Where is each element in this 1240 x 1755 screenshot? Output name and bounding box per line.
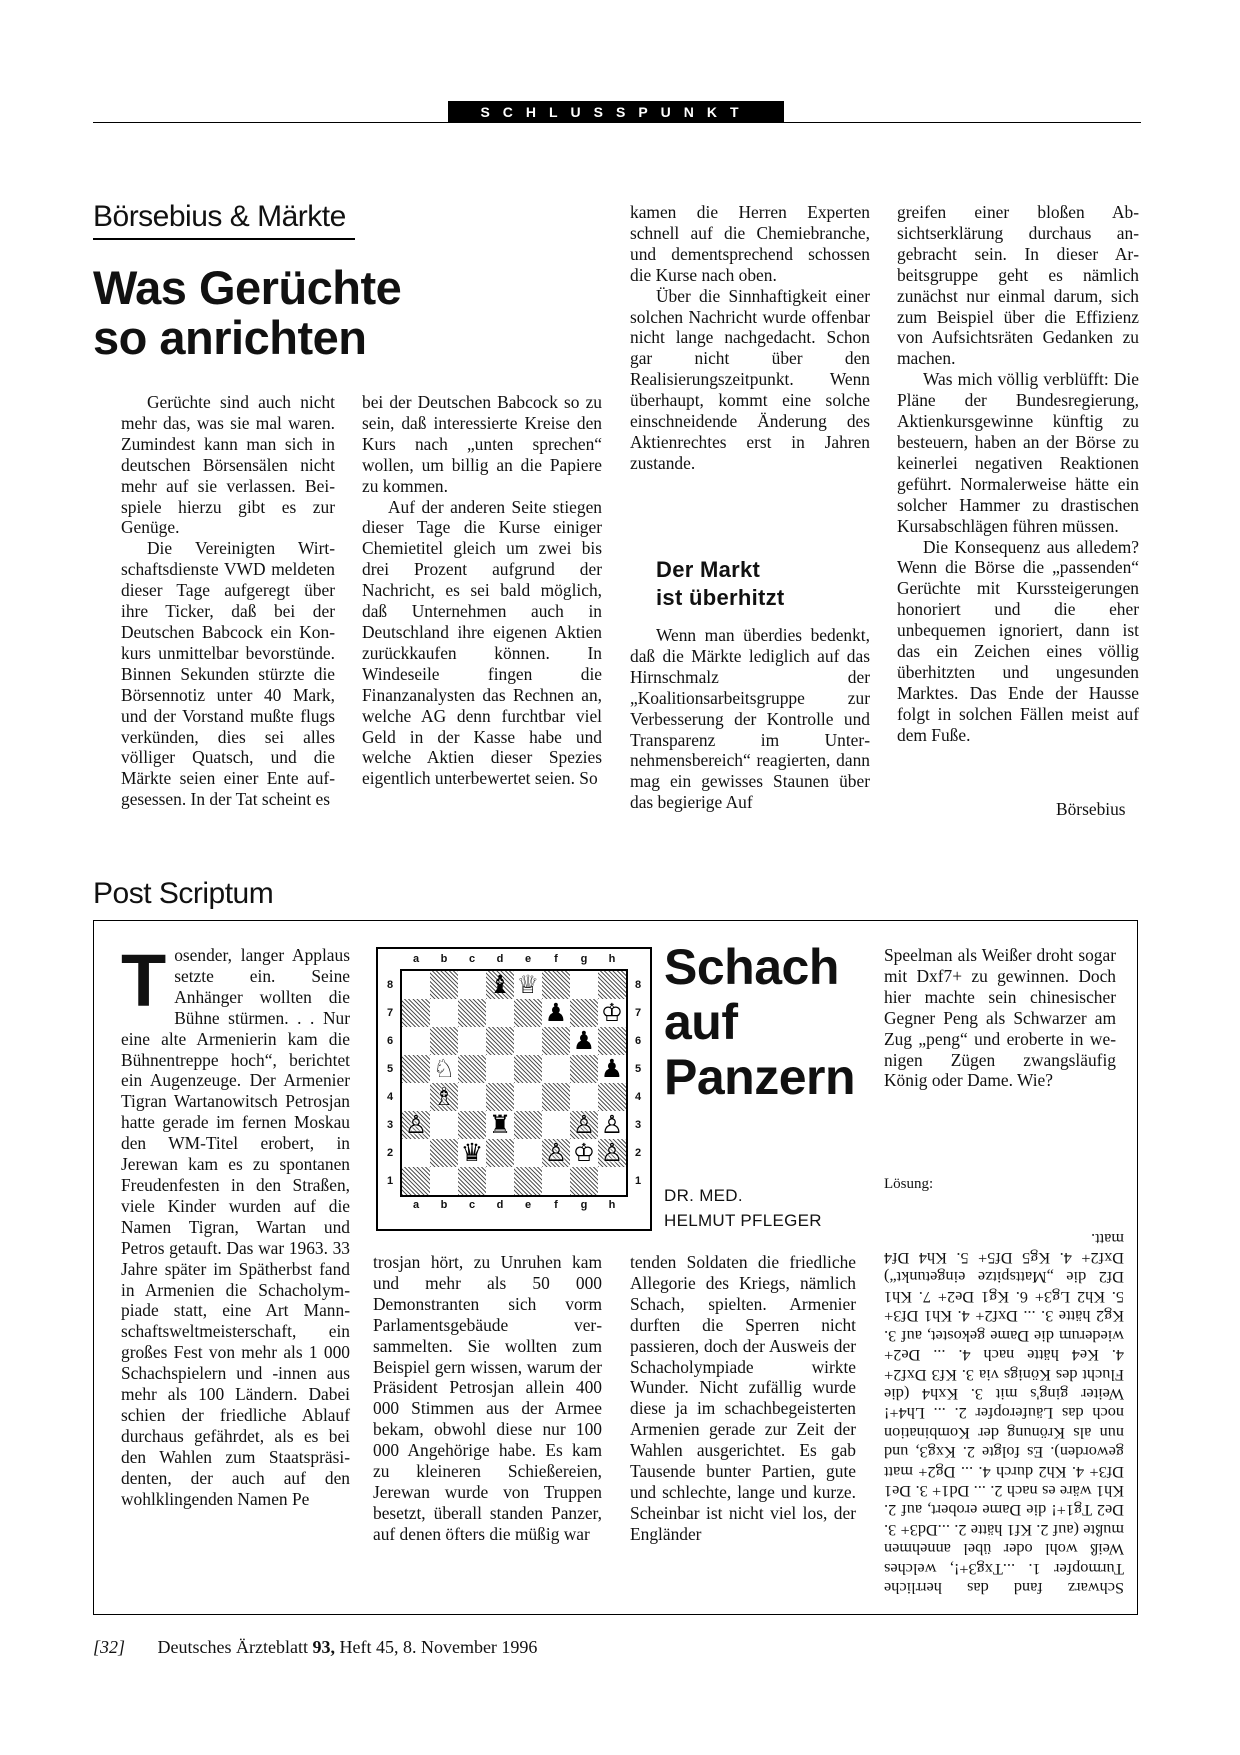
chess-square-a1: [402, 1167, 430, 1195]
article-column-1: [121, 392, 335, 810]
file-label: d: [496, 1199, 504, 1211]
byline: [664, 1183, 822, 1233]
file-label: h: [608, 953, 616, 965]
chess-square-c3: [458, 1111, 486, 1139]
chess-square-b8: [430, 971, 458, 999]
paragraph: greifen einer bloßen Absichtserklärung durchaus angebracht sein. In dieser Arbeitsgruppe geht es nämlich zunächst nur einmal darum, sich zum Beispiel über die Effizienz von Aufsichtsräten Gedanken zu machen.: [897, 202, 1139, 369]
chess-square-a4: [402, 1083, 430, 1111]
chess-square-d5: [486, 1055, 514, 1083]
chess-square-c1: [458, 1167, 486, 1195]
page-number: [32]: [93, 1637, 126, 1657]
article-column-3: [630, 202, 870, 474]
chess-square-g5: [570, 1055, 598, 1083]
chess-square-e1: [514, 1167, 542, 1195]
chess-diagram: [376, 947, 652, 1231]
paragraph: Die Konsequenz aus alledem? Wenn die Börse die „passenden“ Gerüchte mit Kurssteigerungen honoriert und die eher unbequemen ignoriert, dann ist das ein Zeichen eines völlig überhitzten und ungesunden Marktes. Das Ende der Hausse folgt in solchen Fällen meist auf dem Fuße.: [897, 536, 1139, 745]
chess-square-d2: [486, 1139, 514, 1167]
chess-square-h8: [598, 971, 626, 999]
file-label: g: [580, 953, 588, 965]
chess-square-d4: [486, 1083, 514, 1111]
paragraph: Wenn man überdies bedenkt, daß die Märkte lediglich auf das Hirnschmalz der „Koalitionsarbeitsgruppe zur Verbesserung der Kontrolle und Transparenz im Unternehmensbereich“ reagierten, dann mag ein gewisses Staunen über das begierige Auf: [630, 625, 870, 813]
ps-column-4: [884, 945, 1116, 1091]
chess-square-a8: [402, 971, 430, 999]
chess-square-a5: [402, 1055, 430, 1083]
column-title: Post Scriptum: [93, 877, 274, 910]
chess-board: [400, 969, 628, 1197]
chess-square-f1: [542, 1167, 570, 1195]
page-footer: [93, 1637, 537, 1658]
solution-label: Lösung:: [884, 1176, 934, 1192]
white-pawn-f2: ♙: [544, 1138, 568, 1167]
chess-square-b7: [430, 999, 458, 1027]
paragraph: Schwarz fand das herrliche Turmopfer 1. ...Txg3+!, welches Weiß wohl oder übel annehmen mußte (auf 2. Kf1 hätte 2. ...Dd3+ 3. De2 Tg1+! die Dame erobert, auf 2. Kh1 wäre es nach 2. ... Dd1+ 3. De1 Df3+ 4. Kh2 durch 4. ... Dg2+ matt geworden). Es folgte 2. Kxg3, und nun als Krönung der Kombination noch das Läuferopfer 2. ... Lh4+! Weiter ging's mit 3. Kxh4 (die Flucht des Königs via 3. Kf3 Dxf2+ 4. Ke4 hätte nach 4. ... De2+ wiederum die Dame gekostet, auf 3. Kg2 hätte 3. ... Dxf2+ 4. Kh1 Df3+ 5. Kh2 Lg3+ 6. Kg1 De2+ 7. Kh1 Df2 die „Mattspitze eingetunkt“) Dxf2+ 4. Kg5 Df5+ 5. Kh4 Df4 matt.: [884, 1229, 1124, 1598]
article-headline: [93, 263, 453, 363]
article-headline: [664, 940, 874, 1105]
white-king-g2: ♔: [572, 1138, 596, 1167]
chess-square-c8: [458, 971, 486, 999]
file-label: e: [524, 953, 532, 965]
chess-square-b6: [430, 1027, 458, 1055]
headline-line: Was Gerüchte: [93, 261, 402, 314]
black-bishop-d8: ♝: [488, 970, 512, 999]
rank-label: 8: [634, 979, 642, 991]
chess-square-b3: [430, 1111, 458, 1139]
white-pawn-h3: ♙: [600, 1110, 624, 1139]
article-column-4: [897, 202, 1139, 746]
paragraph: tenden Soldaten die friedliche Allegorie des Kriegs, nämlich Schach, spielten. Armenier durften die Sperren nicht passieren, doch der Ausweis der Schacholympiade wirkte Wunder. Nicht zufällig wurde diese ja im schachbegeisterten Armenien gerade zur Zeit der Wahlen ausgerichtet. Es gab Tausende bunter Partien, gute und schlechte, lange und kurze. Scheinbar ist nicht viel los, der Engländer: [630, 1252, 856, 1544]
ps-column-1: [121, 939, 350, 1509]
file-label: h: [608, 1199, 616, 1211]
chess-square-h1: [598, 1167, 626, 1195]
chess-square-d7: [486, 999, 514, 1027]
chess-square-e7: [514, 999, 542, 1027]
file-label: b: [440, 953, 448, 965]
column-title: Börsebius & Märkte: [93, 200, 355, 240]
white-pawn-a3: ♙: [404, 1110, 428, 1139]
chess-square-e3: [514, 1111, 542, 1139]
rank-label: 4: [634, 1091, 642, 1103]
chess-square-f6: [542, 1027, 570, 1055]
volume: 93,: [312, 1637, 335, 1657]
white-pawn-g3: ♙: [572, 1110, 596, 1139]
paragraph: kamen die Herren Experten schnell auf die Chemiebranche, und dementsprechend schossen die Kurse nach oben.: [630, 202, 870, 285]
chess-square-d6: [486, 1027, 514, 1055]
paragraph: bei der Deutschen Babcock so zu sein, daß interessierte Kreise den Kurs nach „unten sprechen“ wollen, um billig an die Papiere zu kommen.: [362, 392, 602, 496]
headline-line: Panzern: [664, 1049, 856, 1105]
chess-square-b2: [430, 1139, 458, 1167]
chess-square-c6: [458, 1027, 486, 1055]
chess-square-g1: [570, 1167, 598, 1195]
chess-square-c5: [458, 1055, 486, 1083]
file-label: g: [580, 1199, 588, 1211]
chess-square-e6: [514, 1027, 542, 1055]
chess-square-c4: [458, 1083, 486, 1111]
section-header-label: SCHLUSSPUNKT: [448, 101, 784, 123]
paragraph: Speelman als Weißer droht sogar mit Dxf7+ zu gewinnen. Doch hier machte sein chinesischer Gegner Peng als Schwarzer am Zug „peng“ und eroberte in wenigen Zügen zwangsläufig König oder Dame. Wie?: [884, 945, 1116, 1091]
chess-square-f5: [542, 1055, 570, 1083]
drop-cap: T: [121, 939, 167, 1022]
chess-square-c7: [458, 999, 486, 1027]
paragraph: Gerüchte sind auch nicht mehr das, was sie mal waren. Zumindest kann man sich in deutschen Börsensälen nicht mehr auf sie verlassen. Beispiele hierzu gibt es zur Genüge.: [121, 392, 335, 538]
subheading-line: ist überhitzt: [656, 585, 785, 610]
publication-name: Deutsches Ärzteblatt: [157, 1637, 308, 1657]
chess-square-b1: [430, 1167, 458, 1195]
ps-column-3: [630, 1252, 856, 1545]
rank-label: 7: [386, 1007, 394, 1019]
solution-upside-down: [884, 1193, 1124, 1598]
white-bishop-b4: ♗: [432, 1082, 456, 1111]
chess-square-e2: [514, 1139, 542, 1167]
chess-square-f4: [542, 1083, 570, 1111]
rank-label: 6: [386, 1035, 394, 1047]
paragraph: trosjan hört, zu Unruhen kam und mehr als 50 000 Demonstranten sich vorm Parlamentsgebäude versammelten. Sie wollten zum Beispiel gern wissen, warum der Präsident Petrosjan allein 400 000 Stimmen aus der Armee bekam, obwohl diese nur 100 000 Angehörige habe. Es kam zu kleineren Schießereien, Jerewan wurde von Truppen besetzt, überall standen Panzer, auf denen öfters die müßig war: [373, 1252, 602, 1544]
article-subheading: [656, 556, 785, 612]
chess-square-g7: [570, 999, 598, 1027]
chess-square-f8: [542, 971, 570, 999]
rank-label: 2: [386, 1147, 394, 1159]
paragraph: osender, langer Applaus setzte ein. Seine Anhänger wollten die Bühne stürmen. . . Nur eine alte Armenierin kam die Bühnentreppe hoch“, berichtet ein Augenzeuge. Der Armenier Tigran Wartanowitsch Petrosjan hatte gerade im fernen Moskau den WM-Titel erobert, in Jerewan kam es zu spontanen Freudenfesten in den Straßen, viele Kinder wurden auf die Namen Tigran, Wartan und Petros getauft. Das war 1963. 33 Jahre später im Spätherbst fand in Armenien die Schacholympiade statt, eine Art Mannschaftsweltmeisterschaft, ein großes Fest von mehr als 1 000 Schachspielern und -innen aus mehr als 100 Ländern. Dabei schien der friedliche Ablauf durchaus gefährdet, als es bei den Wahlen zum Staatspräsidenten, der auch auf den wohlklingenden Namen Pe: [121, 945, 350, 1509]
ps-column-2: [373, 1252, 602, 1545]
rank-label: 6: [634, 1035, 642, 1047]
black-queen-c2: ♛: [460, 1138, 484, 1167]
file-label: c: [468, 1199, 476, 1211]
white-pawn-h2: ♙: [600, 1138, 624, 1167]
chess-square-e5: [514, 1055, 542, 1083]
chess-square-h6: [598, 1027, 626, 1055]
rank-label: 8: [386, 979, 394, 991]
article-column-3b: [630, 625, 870, 813]
black-pawn-g6: ♟: [572, 1026, 596, 1055]
byline-line: DR. MED.: [664, 1186, 743, 1205]
paragraph: Was mich völlig verblüfft: Die Pläne der Bundesregierung, Aktienkursgewinne künftig zu besteuern, haben an der Börse zu keinerlei negativen Reaktionen geführt. Normalerweise hätte ein solcher Hammer zu drastischen Kursabschlägen führen müssen.: [897, 369, 1139, 536]
black-rook-d3: ♜: [488, 1110, 512, 1139]
chess-square-d1: [486, 1167, 514, 1195]
file-label: c: [468, 953, 476, 965]
white-queen-e8: ♕: [516, 970, 540, 999]
black-pawn-h5: ♟: [600, 1054, 624, 1083]
file-label: d: [496, 953, 504, 965]
subheading-line: Der Markt: [656, 557, 761, 582]
rank-label: 3: [386, 1119, 394, 1131]
byline-line: HELMUT PFLEGER: [664, 1211, 822, 1230]
file-label: f: [554, 1199, 558, 1211]
chess-square-g8: [570, 971, 598, 999]
chess-square-g4: [570, 1083, 598, 1111]
rank-label: 1: [386, 1175, 394, 1187]
rank-label: 5: [634, 1063, 642, 1075]
paragraph: Die Vereinigten Wirtschaftsdienste VWD meldeten dieser Tage aufgeregt über ihre Ticker, daß bei der Deutschen Babcock ein Konkurs unmittelbar bevorstünde. Binnen Sekunden stürzte die Börsennotiz unter 40 Mark, und der Vorstand mußte flugs verkünden, dies sei alles völliger Quatsch, und die Märkte seien einer Ente aufgesessen. In der Tat scheint es: [121, 538, 335, 810]
file-label: b: [440, 1199, 448, 1211]
issue-date: Heft 45, 8. November 1996: [339, 1637, 538, 1657]
rank-label: 2: [634, 1147, 642, 1159]
paragraph: Auf der anderen Seite stiegen dieser Tage die Kurse einiger Chemietitel gleich um zwei bis drei Prozent aufgrund der Nachricht, es sei bald möglich, daß Unternehmen auch in Deutschland ihre eigenen Aktien zurückkaufen können. In Windeseile fingen die Finanzanalysten das Rechnen an, welche AG denn furchtbar viel Geld in der Kasse habe und welche Aktien dieser Spezies eigentlich unterbewertet seien. So: [362, 496, 602, 789]
article-column-2: [362, 392, 602, 789]
file-label: f: [554, 953, 558, 965]
chess-square-a7: [402, 999, 430, 1027]
file-label: e: [524, 1199, 532, 1211]
headline-line: Schach: [664, 939, 839, 995]
file-label: a: [412, 1199, 420, 1211]
chess-square-a2: [402, 1139, 430, 1167]
headline-line: auf: [664, 994, 738, 1050]
chess-square-a6: [402, 1027, 430, 1055]
rank-label: 7: [634, 1007, 642, 1019]
white-knight-b5: ♘: [432, 1054, 456, 1083]
rank-label: 5: [386, 1063, 394, 1075]
headline-line: so anrichten: [93, 311, 367, 364]
chess-square-h4: [598, 1083, 626, 1111]
paragraph: Über die Sinnhaftigkeit einer solchen Nachricht wurde offenbar nicht lange nachgedacht. Schon gar nicht über den Realisierungszeitpunkt. Wenn überhaupt, kommt eine solche einschneidende Änderung des Aktienrechtes erst in Jahren zustande.: [630, 285, 870, 473]
author-signature: Börsebius: [1056, 799, 1126, 819]
rank-label: 4: [386, 1091, 394, 1103]
white-king-h7: ♔: [600, 998, 624, 1027]
rank-label: 1: [634, 1175, 642, 1187]
file-label: a: [412, 953, 420, 965]
chess-square-f3: [542, 1111, 570, 1139]
rank-label: 3: [634, 1119, 642, 1131]
black-pawn-f7: ♟: [544, 998, 568, 1027]
chess-square-e4: [514, 1083, 542, 1111]
